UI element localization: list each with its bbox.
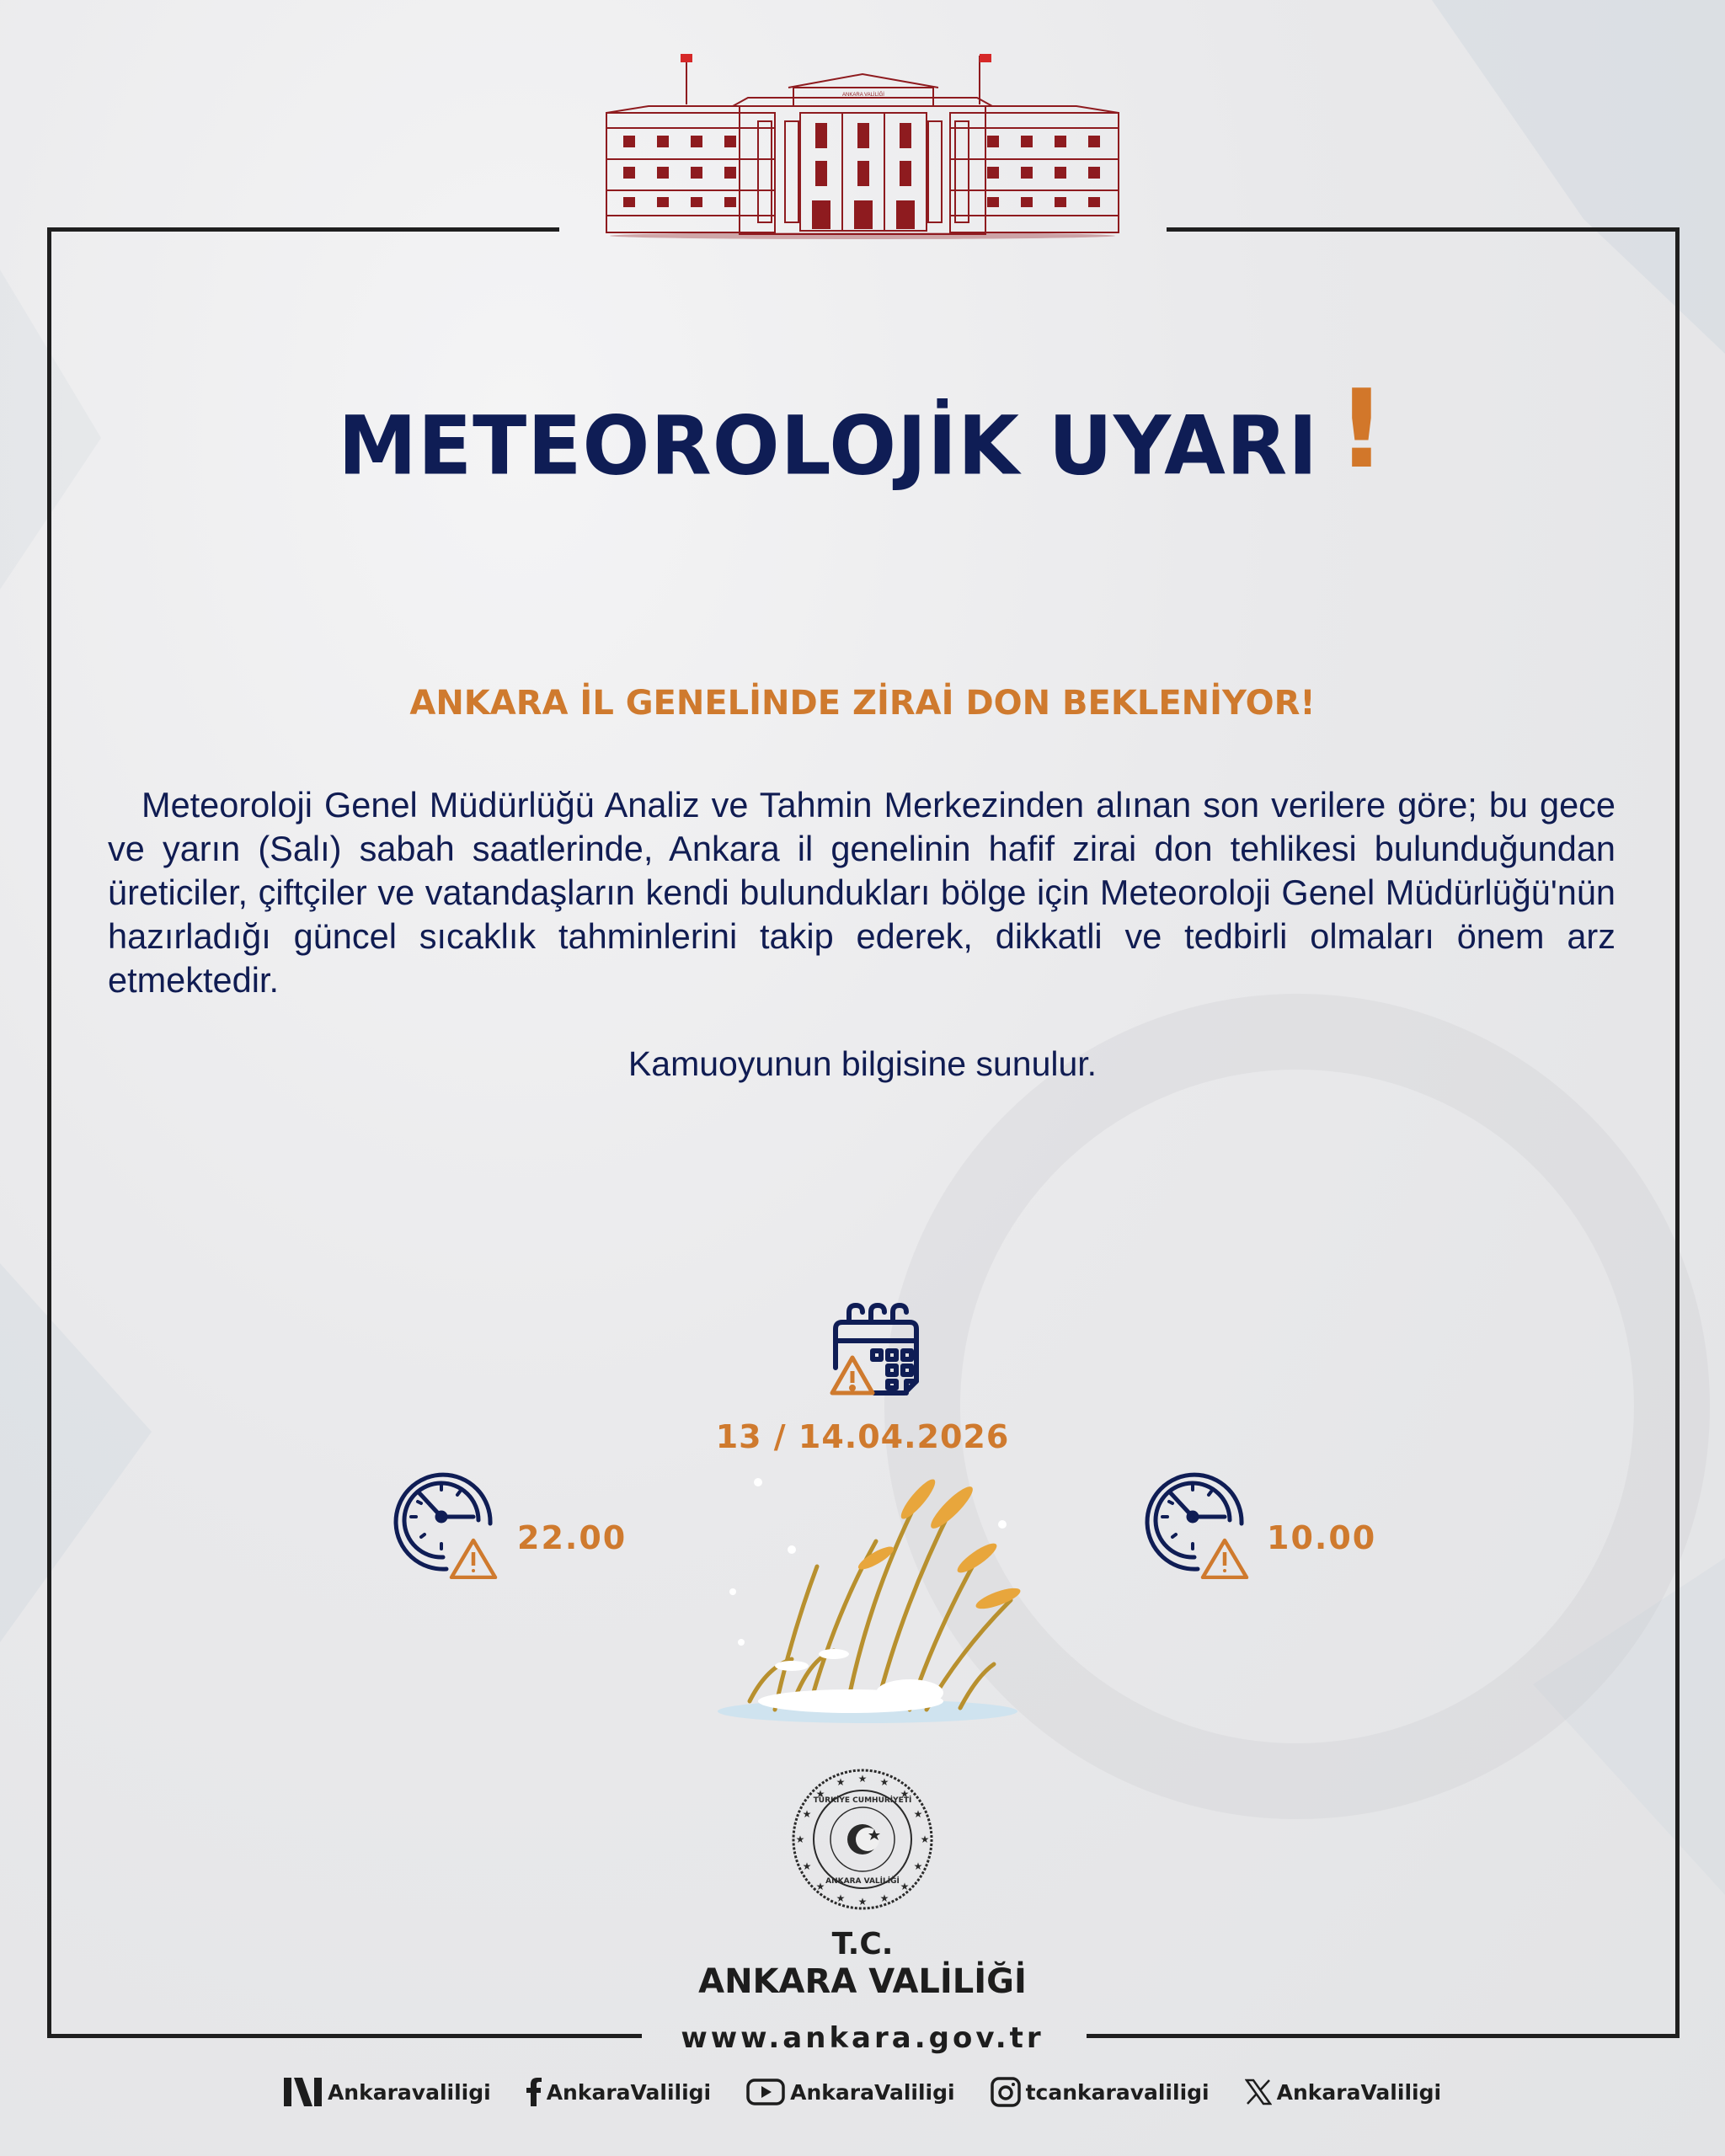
social-handle: AnkaraValiligi: [1276, 2079, 1442, 2105]
svg-text:★: ★: [913, 1808, 923, 1820]
svg-text:★: ★: [920, 1833, 930, 1845]
alert-subtitle: ANKARA İL GENELİNDE ZİRAİ DON BEKLENİYOR!: [409, 684, 1316, 723]
governorship-building-illustration: [598, 47, 1127, 241]
website-link[interactable]: www.ankara.gov.tr: [681, 2021, 1044, 2055]
clock-warning-icon-start: [393, 1470, 502, 1579]
exclamation-icon: !: [1337, 366, 1387, 493]
svg-text:★: ★: [815, 1881, 825, 1892]
frame-top-left: [47, 227, 559, 232]
social-links: [0, 2077, 1725, 2107]
social-handle: AnkaraValiligi: [790, 2079, 955, 2105]
svg-text:★: ★: [802, 1808, 812, 1820]
building-sign: ANKARA VALİLİĞİ: [842, 93, 884, 98]
svg-text:★: ★: [900, 1788, 910, 1800]
svg-text:★: ★: [836, 1892, 846, 1904]
title-text: METEOROLOJİK UYARI: [338, 399, 1319, 494]
calendar-warning-icon: [824, 1297, 928, 1401]
frame-top-right: [1167, 227, 1680, 232]
svg-text:★: ★: [857, 1896, 868, 1908]
social-instagram[interactable]: [991, 2077, 1210, 2107]
footer-tc: T.C.: [831, 1927, 894, 1961]
instagram-icon: [991, 2077, 1021, 2107]
social-youtube[interactable]: [746, 2077, 954, 2107]
social-handle: AnkaraValiligi: [546, 2079, 712, 2105]
svg-text:★: ★: [857, 1773, 868, 1785]
svg-text:★: ★: [795, 1833, 805, 1845]
svg-text:★: ★: [836, 1776, 846, 1788]
facebook-icon: [526, 2078, 542, 2106]
page-title: [0, 366, 1725, 494]
social-facebook[interactable]: [526, 2077, 711, 2107]
clock-warning-icon-end: [1144, 1470, 1253, 1579]
start-time: 22.00: [517, 1519, 628, 1556]
footer-org-name: ANKARA VALİLİĞİ: [698, 1962, 1027, 2001]
svg-text:★: ★: [802, 1860, 812, 1872]
youtube-icon: [746, 2078, 785, 2106]
x-icon: [1245, 2079, 1272, 2105]
nsosyal-icon: [284, 2078, 323, 2106]
svg-text:★: ★: [879, 1892, 889, 1904]
social-nsosyal[interactable]: [284, 2077, 491, 2107]
seal-top-text: TÜRKİYE CUMHURİYETİ: [813, 1796, 912, 1805]
frame-right: [1675, 227, 1680, 2038]
announcement-body: Meteoroloji Genel Müdürlüğü Analiz ve Tahmin Merkezinden alınan son verilere göre; bu gece ve yarın (Salı) sabah saatlerinde, Ankara il genelinin hafif zirai don tehlikesi bulunduğundan üreticiler, çiftçiler ve vatandaşların kendi bulundukları bölge için Meteoroloji Genel Müdürlüğü'nün hazırladığı güncel sıcaklık tahminlerini takip ederek, dikkatli ve tedbirli olmaları önem arz etmektedir.: [108, 785, 1616, 1000]
social-handle: tcankaravaliligi: [1025, 2079, 1210, 2105]
svg-text:★: ★: [900, 1881, 910, 1892]
alert-date: 13 / 14.04.2026: [715, 1418, 1010, 1455]
svg-text:★: ★: [913, 1860, 923, 1872]
social-handle: Ankaravaliligi: [327, 2079, 491, 2105]
frame-left: [47, 227, 51, 2038]
frosted-grass-illustration: [708, 1465, 1028, 1735]
social-x[interactable]: [1245, 2077, 1441, 2107]
ankara-valiligi-seal: [790, 1767, 935, 1912]
svg-text:★: ★: [815, 1788, 825, 1800]
seal-bottom-text: ANKARA VALİLİĞİ: [825, 1877, 900, 1886]
closing-statement: Kamuoyunun bilgisine sunulur.: [628, 1044, 1097, 1083]
end-time: 10.00: [1267, 1519, 1377, 1556]
svg-text:★: ★: [879, 1776, 889, 1788]
